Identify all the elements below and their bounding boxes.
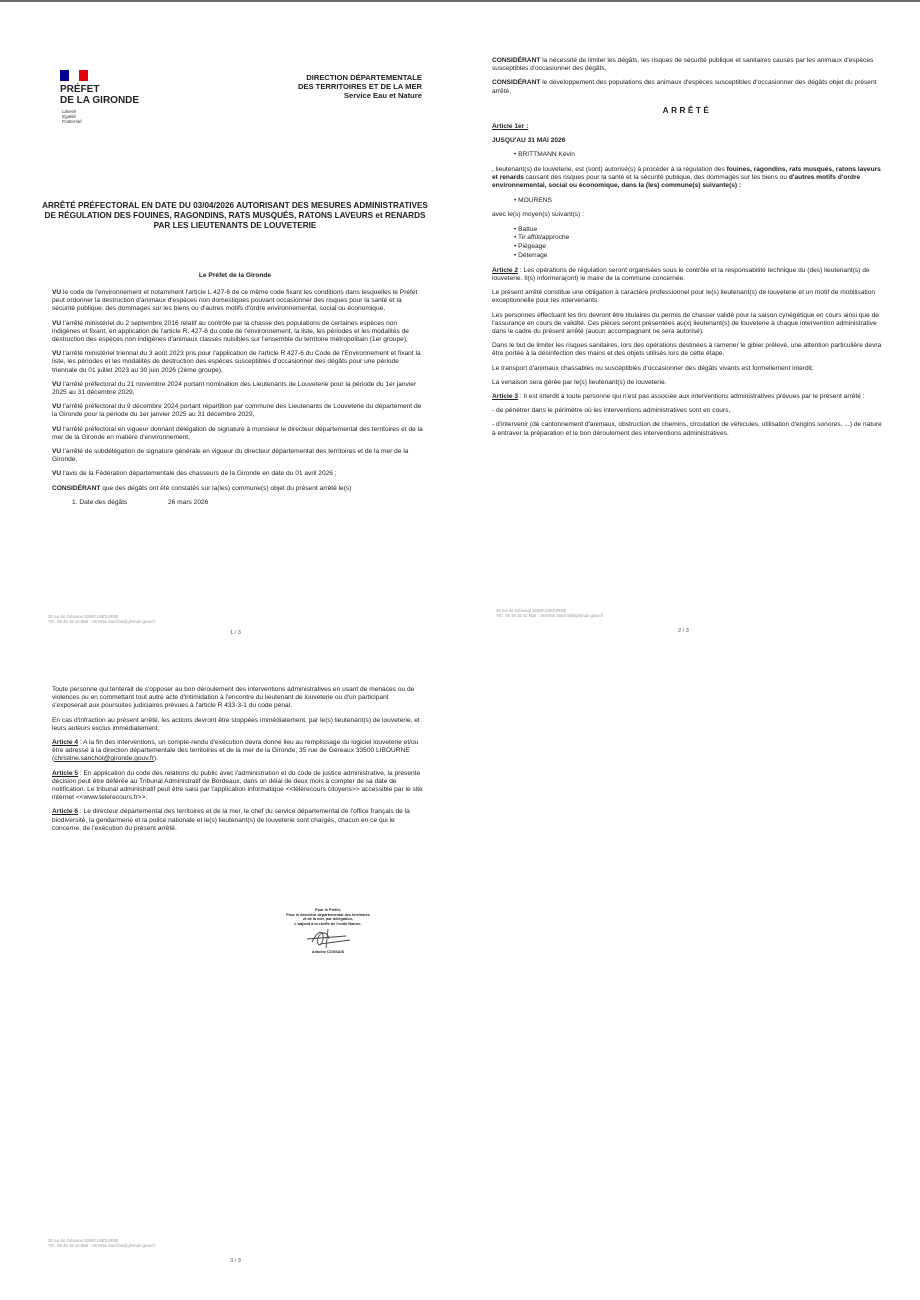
handwritten-signature	[298, 927, 358, 949]
article-1-text: , lieutenant(s) de louveterie, est (sont) autorisé(s) à procéder à la régulation des fouines, ragondins, rats musqués, ratons laveurs et renards causant des risques pour la santé et la sécurité publique, des dommages sur les biens ou d'autres motifs d'ordre environnemental, social ou économique, dans la (les) commune(s) suivante(s) :	[492, 166, 881, 190]
article-6: Article 6 : Le directeur départemental des territoires et de la mer, le chef du service départemental de l'office français de la biodiversité, la gendarmerie et la police nationale et le(s) lieutenant(s) de louveterie sont chargés, chacun en ce qui le concerne, de l'exécution du présent arrêté.	[52, 808, 410, 832]
visa-paragraph: VU l'arrêté préfectoral du 9 décembre 2024 portant répartition par commune des Lieutenants de Louveterie du département de la Gironde pour la période du 1er janvier 2025 au 31 décembre 2029,	[52, 403, 422, 419]
signatory-name: Antoine COSSAIS	[311, 950, 345, 955]
considerant-paragraph: CONSIDÉRANT la nécessité de limiter les dégâts, les risques de sécurité publique et sanitaires causés par les animaux d'espèces susceptibles d'occasionner des dégâts,	[492, 57, 874, 73]
list-item: • Piégeage	[514, 243, 882, 252]
visa-paragraph: VU l'avis de la Fédération départementale des chasseurs de la Gironde en date du 01 avril 2026 ;	[52, 470, 337, 478]
article-4: Article 4 : A la fin des interventions, un compte-rendu d'exécution devra donné lieu au remplissage du logiciel louveterie et/ou être adressé à la direction départementale des territoires et de la mer de la Gironde, 35 rue de Géreaux 33500 LIBOURNE (christine.sanchot@gironde.gouv.fr).	[52, 739, 419, 763]
paragraph: Dans le but de limiter les risques sanitaires, lors des opérations destinées à ramener le gibier prélevé, une attention particulière devra être portée à la désinfection des mains et des objets utilisés lors de cette étape.	[492, 342, 882, 358]
article-5: Article 5 : En application du code des relations du public avec l'administration et du code de justice administrative, la présente décision peut être déférée au Tribunal Administratif de Bordeaux, dans un délai de deux mois à compter de sa date de notification. Le tribunal administratif peut être saisi par l'application informatique <<télérecours citoyens>> accessible par le site internet <<www.telerecours.fr>>.	[52, 769, 423, 802]
visa-paragraph: VU le code de l'environnement et notamment l'article L.427-6 de ce même code fixant les conditions dans lesquelles le Préfet peut ordonner la destruction d'animaux d'espèces non domestiques pouvant occasionner des risques pour la santé et la sécurité publique, des dommages sur les biens ou d'autres motifs d'ordre environnemental, social ou économique,	[52, 289, 418, 313]
direction-header: DIRECTION DÉPARTEMENTALE DES TERRITOIRES ET DE LA MER Service Eau et Nature	[297, 73, 422, 100]
page-2	[492, 52, 882, 642]
paragraph: En cas d'infraction au présent arrêté, les actions devront être stoppées immédiatement, par le(s) lieutenant(s) de louveterie, et leurs auteurs exclus immédiatement.	[52, 716, 420, 732]
document-title: ARRÊTÉ PRÉFECTORAL EN DATE DU 03/04/2026 AUTORISANT DES MESURES ADMINISTRATIVES DE RÉGULATION DES FOUINES, RAGONDINS, RATS MUSQUÉS, RATONS LAVEURS et RENARDS PAR LES LIEUTENANTS DE LOUVETERIE	[42, 201, 428, 230]
list-item: • Déterrage	[514, 252, 882, 261]
page-footer: 35 rue de Géreaux 33500 LIBOURNE Tél : 05 46 15 42 Mail : christine.sanchot@gironde.gouv.fr	[48, 1238, 156, 1249]
visa-paragraph: VU l'arrêté de subdélégation de signature générale en vigueur du directeur départemental des territoires et de la mer de la Gironde,	[52, 448, 409, 464]
visas	[52, 289, 424, 506]
top-border	[0, 0, 920, 2]
flag-icon	[60, 70, 88, 81]
page-number: 1 / 3	[230, 630, 241, 636]
brand-line-2: DE LA GIRONDE	[60, 95, 140, 106]
page-footer: 35 rue de Géreaux 33500 LIBOURNE Tél : 05 46 15 42 Mail : christine.sanchot@gironde.gouv.fr	[48, 614, 156, 625]
paragraph: Toute personne qui tenterait de s'opposer au bon déroulement des interventions administratives en usant de menaces ou de violences ou en commettant tout autre acte d'intimidation à l'encontre du lieutenant de louveterie ou d'un participant s'exposerait aux poursuites judiciaires prévues à l'article R 433-3-1 du code pénal.	[52, 686, 415, 710]
paragraph: Le présent arrêté constitue une obligation à caractère professionnel pour le(s) lieutenant(s) de louveterie et un motif de mobilisation exceptionnelle pour les intervenants.	[492, 289, 876, 305]
email-link[interactable]: christine.sanchot@gironde.gouv.fr	[54, 755, 154, 763]
page-3-body	[52, 686, 424, 839]
list-item: • MOURENS	[514, 197, 882, 206]
deadline: JUSQU'AU 31 MAI 2026	[492, 137, 566, 145]
moyens-list	[492, 226, 882, 261]
page-number: 3 / 3	[230, 1258, 241, 1264]
damage-date-row	[72, 499, 424, 506]
list-item: • Battue	[514, 226, 882, 235]
devise: Liberté Égalité Fraternité	[62, 109, 82, 125]
list-item: - d'intervenir (dé cantonnement d'animaux, obstruction de chemins, circulation de véhicules, utilisation d'engins sonores, ...) de nature à entraver la préparation et le bon déroulement des interventions administratives.	[492, 421, 882, 437]
moyens-intro: avec le(s) moyen(s) suivant(s) :	[492, 211, 584, 219]
damage-date-label: 1. Date des dégâts	[72, 498, 128, 506]
brand-line-1: PRÉFET	[60, 84, 100, 95]
visa-paragraph: VU l'arrêté préfectoral en vigueur donnant délégation de signature à monsieur le directeur départemental des territoires et de la mer de la Gironde en matière d'environnement,	[52, 425, 423, 441]
article-3: Article 3 : Il est interdit à toute personne qui n'est pas associée aux interventions administratives prévues par le présent arrêté :	[492, 393, 865, 401]
signature-block: Pour le Préfet, Pour le directeur départemental des territoires et de la mer, par délégation, L'adjoint à la cheffe de l'unité Nature, Antoine COSSAIS	[258, 908, 398, 955]
paragraph: Les personnes effectuant les tirs devront être titulaires du permis de chasser validé pour la saison cynégétique en cours ainsi que de l'assurance en cours de validité. Ces pièces seront présentées au(x) lieutenant(s) de louveterie à chaque intervention administrative dans le cadre du présent arrêté (aucun accompagnant ne sera autorisé).	[492, 311, 879, 336]
list-item: • BRITTMANN Kévin	[514, 151, 882, 160]
paragraph: Le transport d'animaux chassables ou susceptibles d'occasionner des dégâts vivants est formellement interdit.	[492, 364, 814, 372]
considerant-paragraph: CONSIDÉRANT que des dégâts ont été constatés sur la(les) commune(s) objet du présent arrêté le(s)	[52, 484, 352, 492]
list-item: • Tir affût/approche	[514, 234, 882, 243]
page-3	[40, 680, 430, 1280]
prefet-heading: Le Préfet de la Gironde	[198, 272, 272, 279]
paragraph: La venaison sera gérée par le(s) lieutenant(s) de louveterie.	[492, 378, 667, 386]
list-item: - de pénétrer dans le périmètre où les interventions administratives sont en cours,	[492, 407, 731, 415]
page-footer: 35 rue de Géreaux 33500 LIBOURNE Tél : 05 46 15 42 Mail : christine.sanchot@gironde.gouv.fr	[496, 608, 604, 619]
page-1	[40, 60, 430, 640]
article-1-heading: Article 1er :	[492, 122, 529, 130]
page-number: 2 / 3	[678, 628, 689, 634]
visa-paragraph: VU l'arrêté ministériel triennal du 3 août 2023 pris pour l'application de l'article R 427-6 du Code de l'Environnement et fixant la liste, les périodes et les modalités de destruction des espèces susceptibles d'occasionner des dégâts pour une période triennale du 01 juillet 2023 au 30 juin 2026 (2ème groupe),	[52, 350, 421, 374]
commune-list	[492, 197, 882, 206]
visa-paragraph: VU l'arrêté ministériel du 2 septembre 2016 relatif au contrôle par la chasse des populations de certaines espèces non indigènes et fixant, en application de l'article R. 427-6 du code de l'environnement, la liste, les périodes et les modalités de destruction des espèces non indigènes d'animaux classés nuisibles sur l'ensemble du territoire métropolitain (1er groupe),	[52, 319, 409, 344]
article-2: Article 2 : Les opérations de régulation seront organisées sous le contrôle et la responsabilité technique du (des) lieutenant(s) de louveterie. Il(s) informera(ont) le maire de la commune concernée.	[492, 266, 870, 283]
damage-date-value: 26 mars 2026	[168, 498, 209, 506]
arrete-heading: ARRÊTÉ	[662, 105, 712, 115]
visa-paragraph: VU l'arrêté préfectoral du 21 novembre 2024 portant nomination des Lieutenants de Louveterie pour la période du 1er janvier 2025 au 31 décembre 2029,	[52, 380, 417, 397]
considerant-paragraph: CONSIDÉRANT le développement des populations des animaux d'espèces susceptibles d'occasionner des dégâts objet du présent arrêté,	[492, 79, 877, 95]
lieutenant-list	[492, 151, 882, 160]
